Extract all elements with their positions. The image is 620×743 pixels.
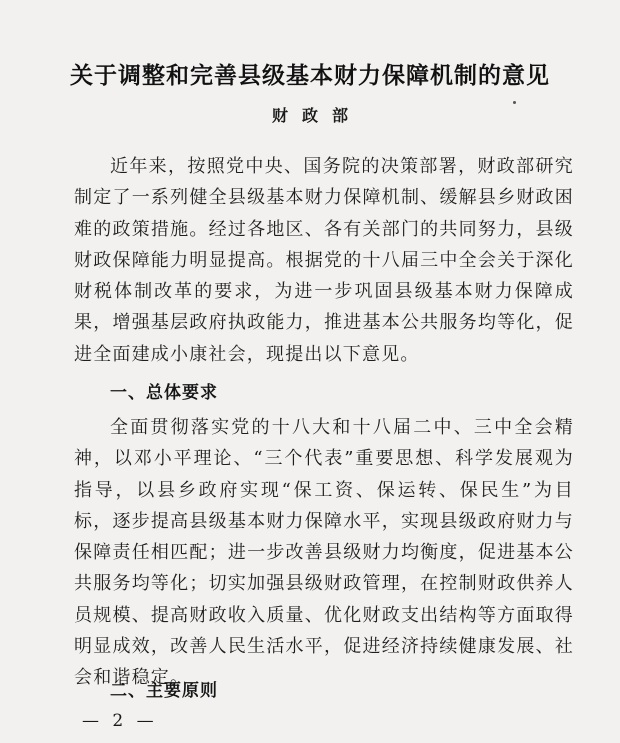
intro-paragraph: 近年来，按照党中央、国务院的决策部署，财政部研究制定了一系列健全县级基本财力保障机制、缓解县乡财政困难的政策措施。经过各地区、各有关部门的共同努力，县级财政保障能力明显提高。根据党的十八届三中全会关于深化财税体制改革的要求，为进一步巩固县级基本财力保障成果，增强基层政府执政能力，推进基本公共服务均等化，促进全面建成小康社会，现提出以下意见。 bbox=[74, 156, 574, 365]
scan-speck bbox=[513, 101, 516, 104]
general-requirements-paragraph: 全面贯彻落实党的十八大和十八届二中、三中全会精神，以邓小平理论、“三个代表”重要思想、科学发展观为指导，以县乡政府实现“保工资、保运转、保民生”为目标，逐步提高县级基本财力保障水平，实现县级政府财力与保障责任相匹配；进一步改善县级财力均衡度，促进基本公共服务均等化；切实加强县级财政管理，在控制财政供养人员规模、提高财政收入质量、优化财政支出结构等方面取得明显成效，改善人民生活水平，促进经济持续健康发展、社会和谐稳定。 bbox=[74, 417, 574, 689]
section-heading-general-requirements: 一、总体要求 bbox=[110, 383, 218, 403]
document-author: 财政部 bbox=[271, 106, 362, 125]
section-heading-main-principles: 二、主要原则 bbox=[110, 681, 218, 701]
document-title: 关于调整和完善县级基本财力保障机制的意见 bbox=[70, 63, 550, 89]
page-number: — 2 — bbox=[82, 711, 158, 731]
